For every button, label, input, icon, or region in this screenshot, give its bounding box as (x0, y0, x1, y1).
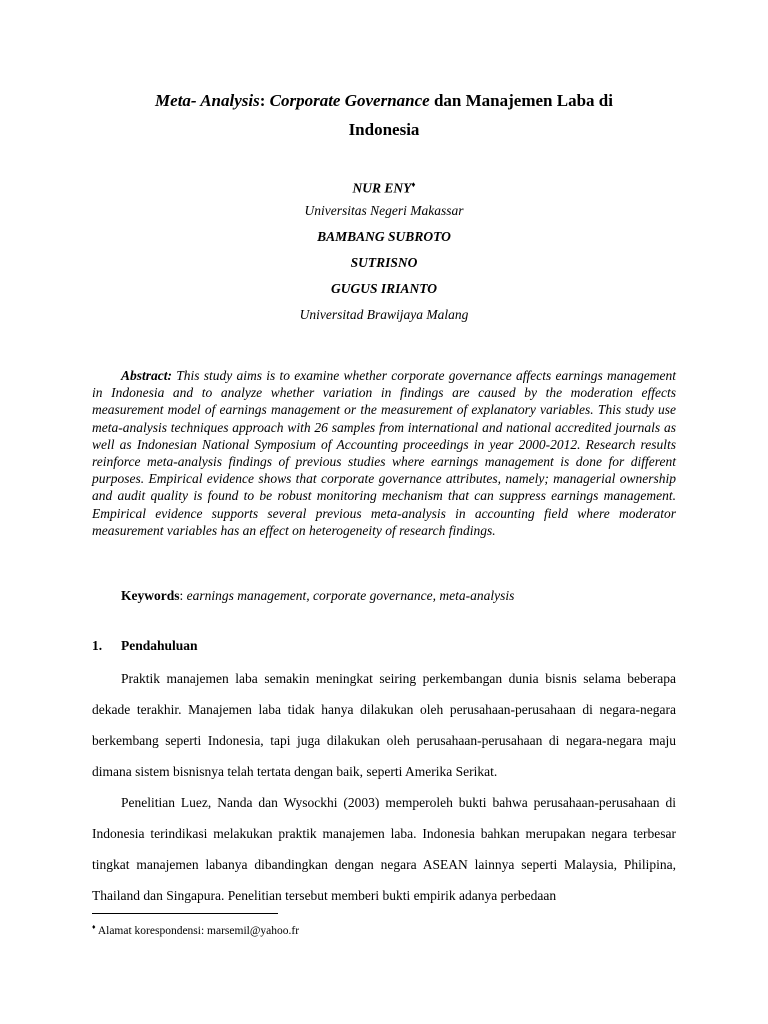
keywords-label: Keywords (121, 588, 180, 603)
author-block (92, 175, 676, 331)
section-number: 1. (92, 638, 103, 653)
paragraph-1: Praktik manajemen laba semakin meningkat seiring perkembangan dunia bisnis selama beberapa dekade terakhir. Manajemen laba tidak hanya dilakukan oleh perusahaan-perusahaan di negara-negara berkembang seperti Indonesia, tapi juga dilakukan oleh perusahaan-perusahaan di negara-negara maju dimana sistem bisnisnya telah tertata dengan baik, seperti Amerika Serikat. (92, 671, 676, 779)
section-title: Pendahuluan (121, 638, 198, 653)
affiliation-1: Universitas Negeri Makassar (304, 203, 464, 218)
abstract (92, 367, 676, 539)
abstract-text: This study aims is to examine whether corporate governance affects earnings management in Indonesia and to analyze whether variation in findings are caused by the moderation effects measurement model of earnings management or the measurement of explanatory variables. This study use meta-analysis techniques approach with 26 samples from international and national accredited journals as well as Indonesian National Symposium of Accounting proceedings in year 2000-2012. Research results reinforce meta-analysis findings of previous studies where earnings management is done for different purposes. Empirical evidence shows that corporate governance attributes, namely; managerial ownership and audit quality is found to be robust monitoring mechanism that can suppress earnings management. Empirical evidence supports several previous meta-analysis in accounting field where moderator measurement variables has an effect on heterogeneity of research findings. (92, 368, 676, 538)
affiliation-2: Universitad Brawijaya Malang (299, 307, 469, 322)
footnote (92, 920, 299, 939)
footnote-divider (92, 913, 278, 914)
title-part-corporate-governance: Corporate Governance (269, 91, 430, 110)
author-name-1: NUR ENY (352, 180, 412, 196)
keywords-value: earnings management, corporate governance, meta-analysis (186, 588, 515, 603)
footnote-mark: ♦ (92, 923, 96, 931)
paragraph-2: Penelitian Luez, Nanda dan Wysockhi (2003) memperoleh bukti bahwa perusahaan-perusahaan di Indonesia terindikasi melakukan praktik manajemen laba. Indonesia bahkan merupakan negara terbesar tingkat manajemen labanya dibandingkan dengan negara ASEAN lainnya seperti Malaysia, Philipina, Thailand dan Singapura. Penelitian tersebut memberi bukti empirik adanya perbedaan (92, 795, 676, 903)
correspondence-mark: ♦ (411, 180, 416, 189)
footnote-text: Alamat korespondensi: marsemil@yahoo.fr (95, 924, 300, 937)
author-name-2: BAMBANG SUBROTO (317, 229, 451, 244)
title-part-manajemen-laba: dan Manajemen Laba di (429, 91, 613, 110)
title-part-meta-analysis: Meta- Analysis (155, 91, 260, 110)
abstract-label: Abstract: (121, 368, 173, 383)
section-heading (92, 637, 198, 655)
author-name-3: SUTRISNO (350, 255, 418, 270)
title-colon: : (259, 91, 270, 110)
keywords (121, 587, 514, 605)
paper-title (92, 86, 676, 144)
author-name-4: GUGUS IRIANTO (331, 281, 437, 296)
keywords-separator: : (179, 588, 187, 603)
title-part-indonesia: Indonesia (348, 120, 420, 139)
